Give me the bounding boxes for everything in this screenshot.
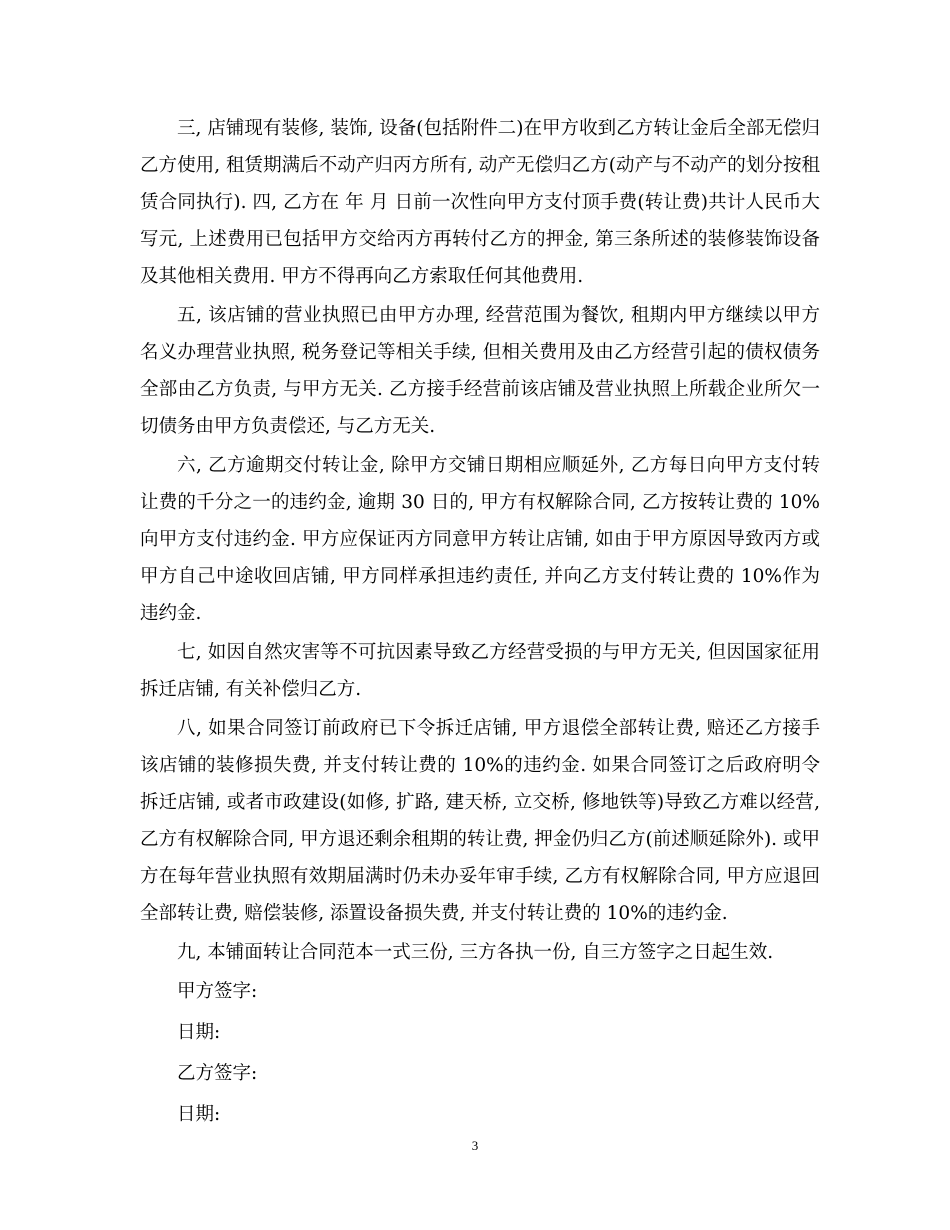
clause-seven: 七, 如因自然灾害等不可抗因素导致乙方经营受损的与甲方无关, 但因国家征用拆迁店铺, 有关补偿归乙方. bbox=[140, 642, 820, 700]
clause-eight: 八, 如果合同签订前政府已下令拆迁店铺, 甲方退偿全部转让费, 赔还乙方接手该店铺的装修损失费, 并支付转让费的 10%的违约金. 如果合同签订之后政府明令拆迁店铺, 或者市政建设(如修, 扩路, 建天桥, 立交桥, 修地铁等)导致乙方难以经营, 乙方有权解除合同, 甲方退还剩余租期的转让费, 押金仍归乙方(前述顺延除外). 或甲方在每年营业执照有效期届满时仍未办妥年审手续, 乙方有权解除合同, 甲方应退回全部转让费, 赔偿装修, 添置设备损失费, 并支付转让费的 10%的违约金. bbox=[140, 718, 820, 924]
clause-nine: 九, 本铺面转让合同范本一式三份, 三方各执一份, 自三方签字之日起生效. bbox=[177, 942, 774, 963]
party-b-signature-line: 乙方签字: bbox=[177, 1063, 258, 1084]
clause-six: 六, 乙方逾期交付转让金, 除甲方交铺日期相应顺延外, 乙方每日向甲方支付转让费的千分之一的违约金, 逾期 30 日的, 甲方有权解除合同, 乙方按转让费的 10%向甲方支付违约金. 甲方应保证丙方同意甲方转让店铺, 如由于甲方原因导致丙方或甲方自己中途收回店铺, 甲方同样承担违约责任, 并向乙方支付转让费的 10%作为违约金. bbox=[140, 455, 820, 624]
party-a-signature-line: 甲方签字: bbox=[177, 981, 258, 1002]
document-body bbox=[140, 110, 820, 1135]
party-b-date-line: 日期: bbox=[177, 1104, 221, 1125]
party-a-date-line: 日期: bbox=[177, 1022, 221, 1043]
clause-three-four: 三, 店铺现有装修, 装饰, 设备(包括附件二)在甲方收到乙方转让金后全部无偿归乙方使用, 租赁期满后不动产归丙方所有, 动产无偿归乙方(动产与不动产的划分按租赁合同执行). 四, 乙方在 年 月 日前一次性向甲方支付顶手费(转让费)共计人民币大写元, 上述费用已包括甲方交给丙方再转付乙方的押金, 第三条所述的装修装饰设备及其他相关费用. 甲方不得再向乙方索取任何其他费用. bbox=[140, 118, 820, 287]
clause-five: 五, 该店铺的营业执照已由甲方办理, 经营范围为餐饮, 租期内甲方继续以甲方名义办理营业执照, 税务登记等相关手续, 但相关费用及由乙方经营引起的债权债务全部由乙方负责, 与甲方无关. 乙方接手经营前该店铺及营业执照上所载企业所欠一切债务由甲方负责偿还, 与乙方无关. bbox=[140, 305, 820, 437]
page-number: 3 bbox=[471, 1138, 479, 1153]
